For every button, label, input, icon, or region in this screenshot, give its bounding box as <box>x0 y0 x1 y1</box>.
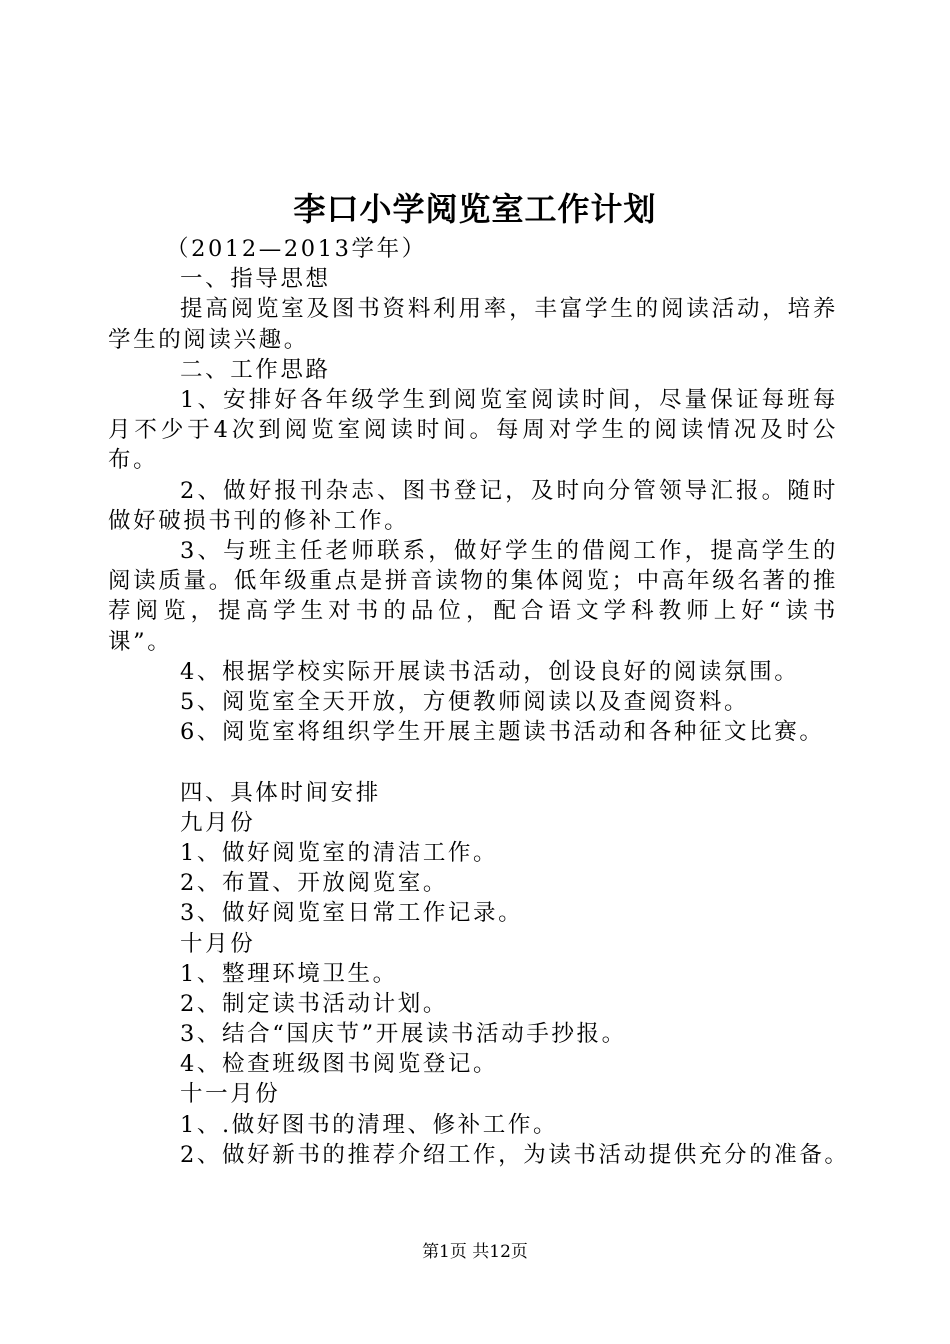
section-heading-schedule: 四、具体时间安排 <box>180 779 381 806</box>
paragraph-guiding-idea: 提高阅览室及图书资料利用率，丰富学生的阅读活动，培养学生的阅读兴趣。 <box>108 296 838 353</box>
schedule-item: 1、.做好图书的清理、修补工作。 <box>180 1111 559 1138</box>
work-idea-item: 4、根据学校实际开展读书活动，创设良好的阅读氛围。 <box>180 658 800 685</box>
work-idea-item: 1、安排好各年级学生到阅览室阅读时间，尽量保证每班每月不少于4次到阅览室阅读时间。每周对学生的阅读情况及时公布。 <box>108 386 838 474</box>
month-heading-october: 十月份 <box>180 930 256 957</box>
month-heading-november: 十一月份 <box>180 1081 281 1108</box>
schedule-item: 1、整理环境卫生。 <box>180 960 398 987</box>
section-heading-guiding-idea: 一、指导思想 <box>180 266 331 293</box>
work-idea-item: 2、做好报刊杂志、图书登记，及时向分管领导汇报。随时做好破损书刊的修补工作。 <box>108 477 838 534</box>
month-heading-september: 九月份 <box>180 809 256 836</box>
section-heading-work-ideas: 二、工作思路 <box>180 356 331 383</box>
work-idea-item: 3、与班主任老师联系，做好学生的借阅工作，提高学生的阅读质量。低年级重点是拼音读物的集体阅览；中高年级名著的推荐阅览，提高学生对书的品位，配合语文学科教师上好“读书课”。 <box>108 537 838 655</box>
schedule-item: 3、做好阅览室日常工作记录。 <box>180 900 524 927</box>
work-idea-item: 5、阅览室全天开放，方便教师阅读以及查阅资料。 <box>180 689 750 715</box>
schedule-item: 2、布置、开放阅览室。 <box>180 870 448 897</box>
work-idea-item: 6、阅览室将组织学生开展主题读书活动和各种征文比赛。 <box>180 719 825 746</box>
schedule-item: 4、检查班级图书阅览登记。 <box>180 1051 499 1078</box>
blank-line <box>108 747 838 777</box>
schedule-item: 3、结合“国庆节”开展读书活动手抄报。 <box>180 1021 627 1048</box>
schedule-item: 2、制定读书活动计划。 <box>180 990 448 1017</box>
schedule-item: 2、做好新书的推荐介绍工作，为读书活动提供充分的准备。 <box>180 1141 850 1168</box>
schedule-item: 1、做好阅览室的清洁工作。 <box>180 839 499 866</box>
school-year: （2012—2013学年） <box>166 236 427 262</box>
document-body <box>108 234 850 1170</box>
document-title: 李口小学阅览室工作计划 <box>293 190 657 228</box>
page-footer: 第1页 共12页 <box>422 1242 528 1262</box>
